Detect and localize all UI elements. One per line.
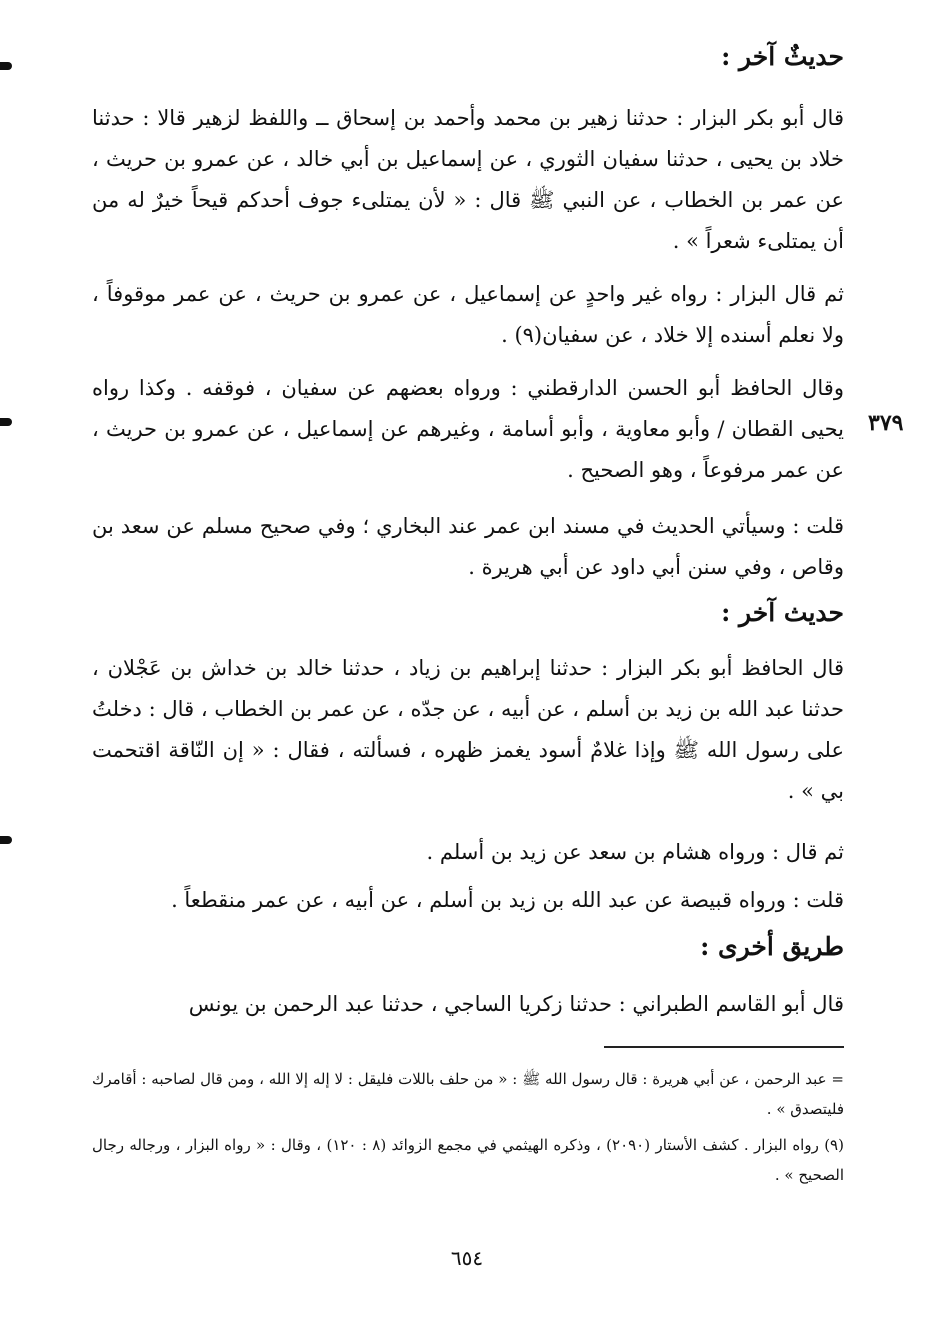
paragraph: قلت : ورواه قبيصة عن عبد الله بن زيد بن أسلم ، عن أبيه ، عن عمر منقطعاً . (171, 888, 844, 912)
paragraph: قال أبو بكر البزار : حدثنا زهير بن محمد وأحمد بن إسحاق ــ واللفظ لزهير قالا : حدثنا خلاد بن يحيى ، حدثنا سفيان الثوري ، عن إسماعيل بن أبي خالد ، عن عمرو بن حريث ، عن عمر بن الخطاب ، عن النبي ﷺ قال : « لأن يمتلىء جوف أحدكم قيحاً خيرٌ له من أن يمتلىء شعراً » . (92, 106, 844, 253)
footnote-divider (604, 1046, 844, 1048)
scan-mark (0, 836, 12, 844)
paragraph: قلت : وسيأتي الحديث في مسند ابن عمر عند البخاري ؛ وفي صحيح مسلم عن سعد بن وقاص ، وفي سنن أبي داود عن أبي هريرة . (92, 514, 844, 579)
section-heading: حديث آخر : (721, 598, 844, 627)
page-number: ٦٥٤ (450, 1246, 484, 1270)
paragraph: قال أبو القاسم الطبراني : حدثنا زكريا الساجي ، حدثنا عبد الرحمن بن يونس (188, 992, 844, 1016)
footnote: (٩) رواه البزار . كشف الأستار (٢٠٩٠) ، وذكره الهيثمي في مجمع الزوائد (٨ : ١٢٠) ، وقال : « رواه البزار ، ورجاله رجال الصحيح » . (92, 1136, 844, 1184)
paragraph: ثم قال : ورواه هشام بن سعد عن زيد بن أسلم . (426, 840, 844, 864)
paragraph: وقال الحافظ أبو الحسن الدارقطني : ورواه بعضهم عن سفيان ، فوقفه . وكذا رواه يحيى القطان / وأبو معاوية ، وأبو أسامة ، وغيرهم عن إسماعيل ، عن عمرو بن حريث ، عن عمر مرفوعاً ، وهو الصحيح . (92, 376, 844, 482)
scan-mark (0, 62, 12, 70)
footnote: = عبد الرحمن ، عن أبي هريرة : قال رسول الله ﷺ : « من حلف باللات فليقل : لا إله إلا الله ، ومن قال لصاحبه : أقامرك فليتصدق » . (92, 1070, 844, 1118)
paragraph: قال الحافظ أبو بكر البزار : حدثنا إبراهيم بن زياد ، حدثنا خالد بن خداش بن عَجْلان ، حدثنا عبد الله بن زيد بن أسلم ، عن أبيه ، عن جدّه ، عن عمر بن الخطاب ، قال : دخلتُ على رسول الله ﷺ وإذا غلامٌ أسود يغمز ظهره ، فسألته ، فقال : « إن النّاقة اقتحمت بي » . (92, 656, 844, 803)
margin-page-number: ٣٧٩ (868, 410, 904, 436)
scan-mark (0, 418, 12, 426)
paragraph: ثم قال البزار : رواه غير واحدٍ عن إسماعيل ، عن عمرو بن حريث ، عن عمر موقوفاً ، ولا نعلم أسنده إلا خلاد ، عن سفيان(٩) . (92, 282, 844, 347)
section-heading: حديثٌ آخر : (721, 42, 844, 71)
section-heading: طريق أخرى : (700, 932, 844, 961)
